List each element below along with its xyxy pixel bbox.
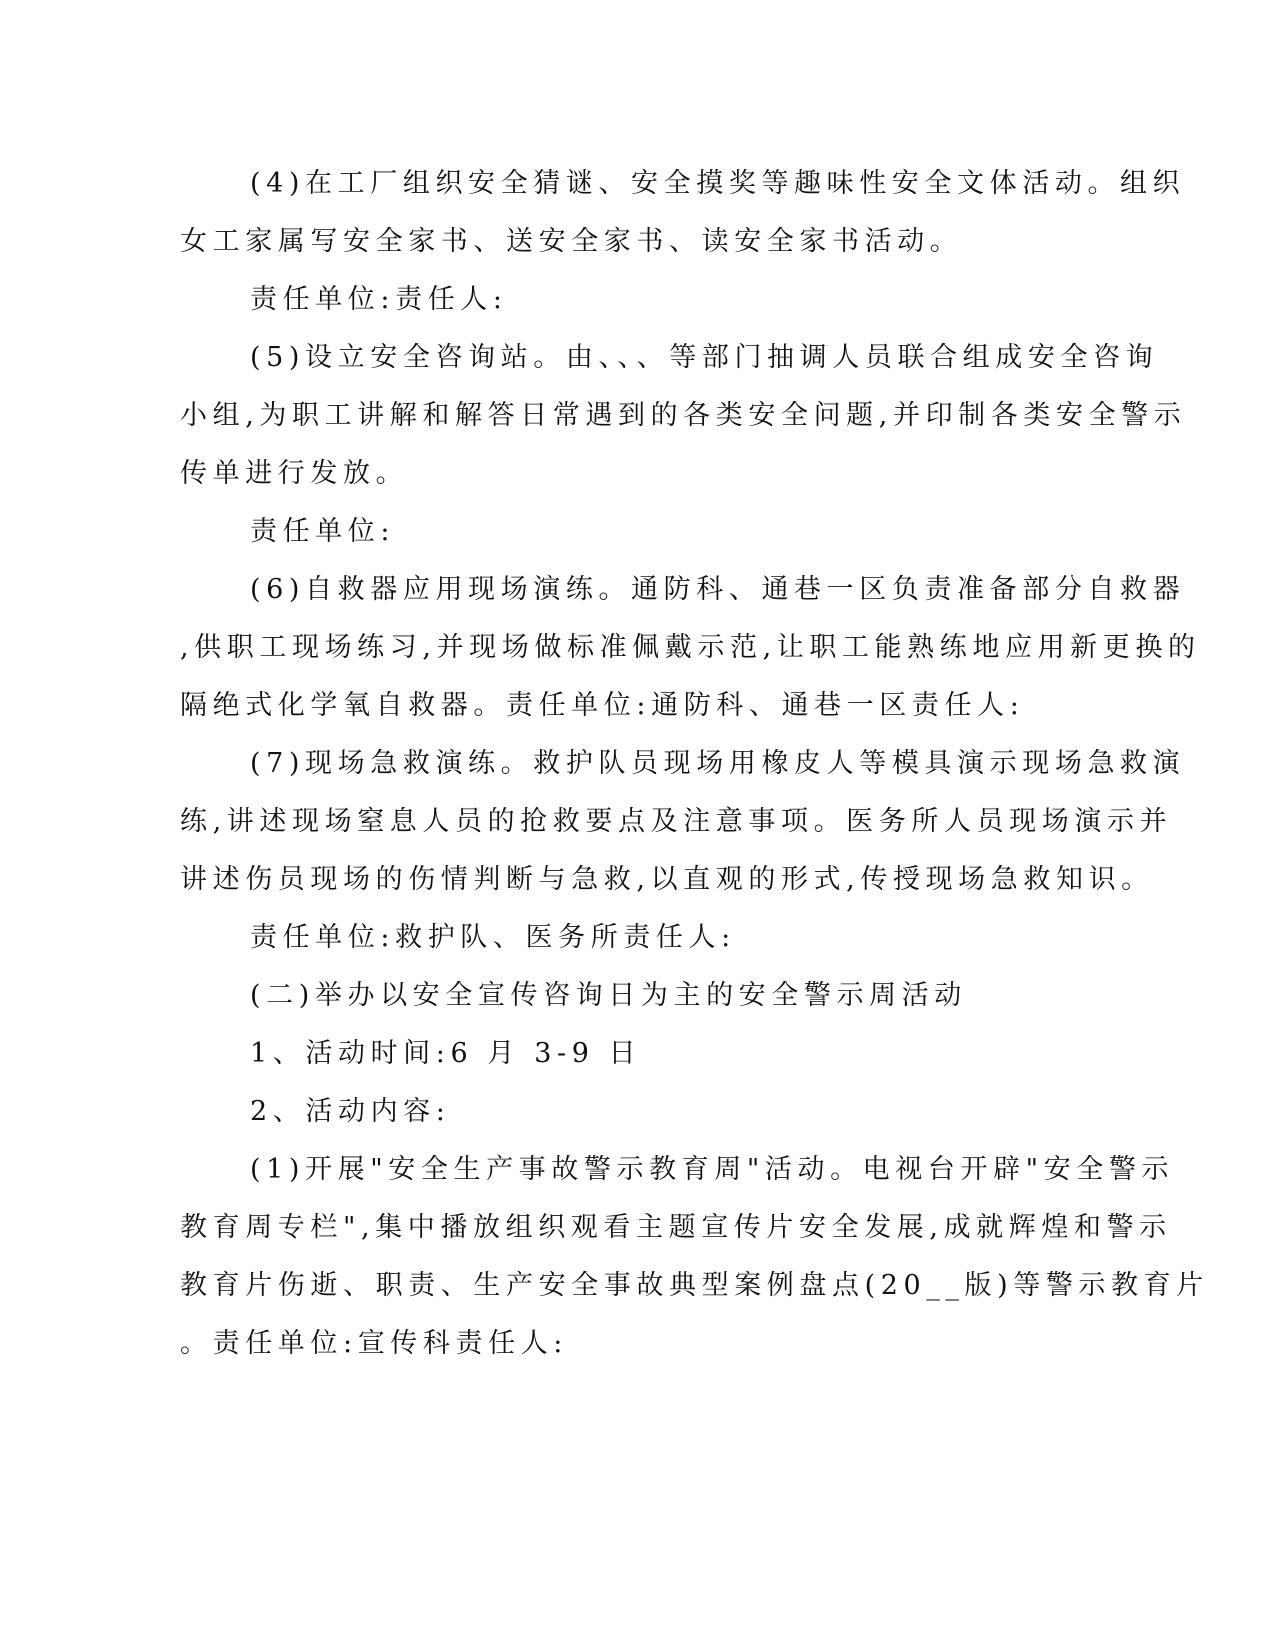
paragraph-4-line-2: 女工家属写安全家书、送安全家书、读安全家书活动。 <box>180 226 963 257</box>
activity-content-heading: 2、活动内容: <box>250 1096 451 1127</box>
paragraph-6-line-3: 隔绝式化学氧自救器。责任单位:通防科、通巷一区责任人: <box>180 690 1025 721</box>
section-heading-2: (二)举办以安全宣传咨询日为主的安全警示周活动 <box>250 980 967 1011</box>
paragraph-4-line-1: (4)在工厂组织安全猜谜、安全摸奖等趣味性安全文体活动。组织 <box>250 168 1186 199</box>
paragraph-7-line-1: (7)现场急救演练。救护队员现场用橡皮人等模具演示现场急救演 <box>250 748 1186 779</box>
paragraph-5-line-2: 小组,为职工讲解和解答日常遇到的各类安全问题,并印制各类安全警示 <box>180 400 1187 431</box>
item-1-line-1: (1)开展"安全生产事故警示教育周"活动。电视台开辟"安全警示 <box>250 1154 1175 1185</box>
responsibility-line-5: 责任单位: <box>250 516 396 547</box>
item-1-line-2: 教育周专栏",集中播放组织观看主题宣传片安全发展,成就辉煌和警示 <box>180 1212 1172 1243</box>
paragraph-5-line-3: 传单进行发放。 <box>180 458 409 489</box>
responsibility-line-7: 责任单位:救护队、医务所责任人: <box>250 922 736 953</box>
item-1-line-4: 。责任单位:宣传科责任人: <box>180 1328 568 1359</box>
activity-time: 1、活动时间:6 月 3-9 日 <box>250 1038 642 1069</box>
item-1-line-3: 教育片伤逝、职责、生产安全事故典型案例盘点(20__版)等警示教育片 <box>180 1270 1209 1301</box>
paragraph-7-line-2: 练,讲述现场窒息人员的抢救要点及注意事项。医务所人员现场演示并 <box>180 806 1173 837</box>
paragraph-6-line-1: (6)自救器应用现场演练。通防科、通巷一区负责准备部分自救器 <box>250 574 1186 605</box>
paragraph-6-line-2: ,供职工现场练习,并现场做标准佩戴示范,让职工能熟练地应用新更换的 <box>180 632 1201 663</box>
paragraph-7-line-3: 讲述伤员现场的伤情判断与急救,以直观的形式,传授现场急救知识。 <box>180 864 1154 895</box>
paragraph-5-line-1: (5)设立安全咨询站。由、、、等部门抽调人员联合组成安全咨询 <box>250 342 1159 373</box>
responsibility-line-4: 责任单位:责任人: <box>250 284 508 315</box>
